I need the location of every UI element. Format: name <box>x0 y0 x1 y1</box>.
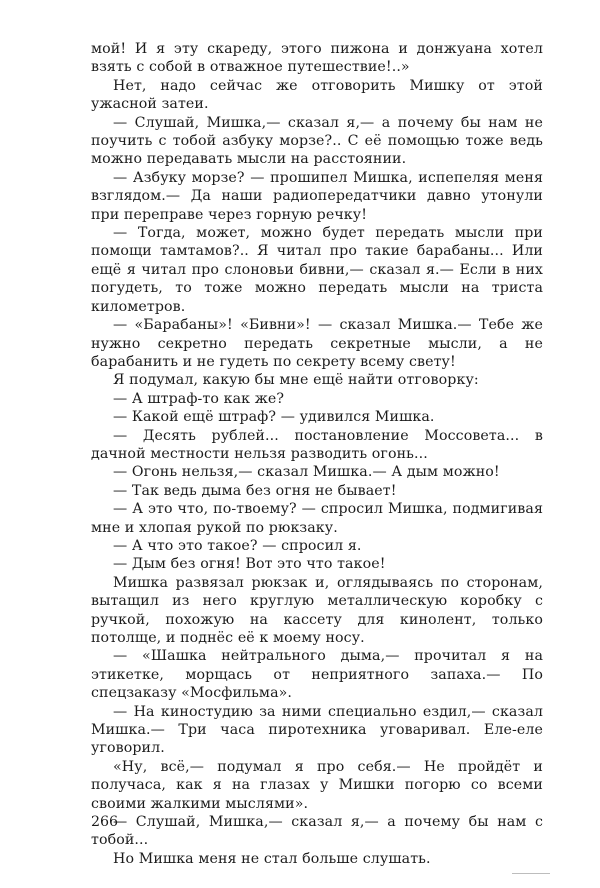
paragraph: — Какой ещё штраф? — удивился Мишка. <box>113 409 435 426</box>
paragraph: — А это что, по-твоему? — спросил Мишка, подмигивая мне и хлопая рукой по рюкзаку. <box>91 501 543 536</box>
paragraph: мой! И я эту скареду, этого пижона и донжуана хотел взять с собой в отважное путешествие!..» <box>91 41 543 76</box>
paragraph: — Слушай, Мишка,— сказал я,— а почему бы нам не поучить с тобой азбуку морзе?.. С её помощью тоже ведь можно передавать мысли на расстоянии. <box>91 114 543 168</box>
paragraph: — Азбуку морзе? — прошипел Мишка, испепеляя меня взглядом.— Да наши радиопередатчики давно утонули при переправе через горную речку! <box>91 169 543 223</box>
paragraph: — А штраф-то как же? <box>113 390 285 407</box>
page-number: 266 <box>91 814 119 830</box>
paragraph: — «Шашка нейтрального дыма,— прочитал я на этикетке, морщась от неприятного запаха.— По спецзаказу «Мосфильма». <box>91 648 543 702</box>
paragraph: — Так ведь дыма без огня не бывает! <box>113 482 397 499</box>
paragraph: — Слушай, Мишка,— сказал я,— а почему бы нам с тобой... <box>91 814 543 849</box>
paragraph: — Дым без огня! Вот это что такое! <box>113 556 386 573</box>
paragraph: Мишка развязал рюкзак и, оглядываясь по сторонам, вытащил из него круглую металлическую коробку с ручкой, похожую на кассету для кинолент, только потолще, и поднёс её к моему носу. <box>91 574 543 646</box>
paragraph: — Десять рублей... постановление Моссовета... в дачной местности нельзя разводить огонь... <box>91 427 543 462</box>
paragraph: «Ну, всё,— подумал я про себя.— Не пройдёт и получаса, как я на глазах у Мишки погорю со всеми своими жалкими мыслями». <box>91 758 543 812</box>
paragraph: Я подумал, какую бы мне ещё найти отговорку: <box>113 372 479 389</box>
bottom-rule <box>512 873 550 874</box>
paragraph: Но Мишка меня не стал больше слушать. <box>113 850 431 867</box>
paragraph: — На киностудию за ними специально ездил,— сказал Мишка.— Три часа пиротехника уговаривал. Еле-еле уговорил. <box>91 703 543 757</box>
paragraph: — Огонь нельзя,— сказал Мишка.— А дым можно! <box>113 464 500 481</box>
paragraph: — А что это такое? — спросил я. <box>113 537 362 554</box>
paragraph: — Тогда, может, можно будет передать мысли при помощи тамтамов?.. Я читал про такие барабаны... Или ещё я читал про слоновьи бивни,— сказал я.— Если в них погудеть, то тоже можно передать мысли на триста километров. <box>91 225 543 315</box>
page-text <box>91 40 543 868</box>
paragraph: — «Барабаны»! «Бивни»! — сказал Мишка.— Тебе же нужно секретно передать секретные мысли, а не барабанить и не гудеть по секрету всему свету! <box>91 317 543 370</box>
paragraph: Нет, надо сейчас же отговорить Мишку от этой ужасной затеи. <box>91 77 543 113</box>
